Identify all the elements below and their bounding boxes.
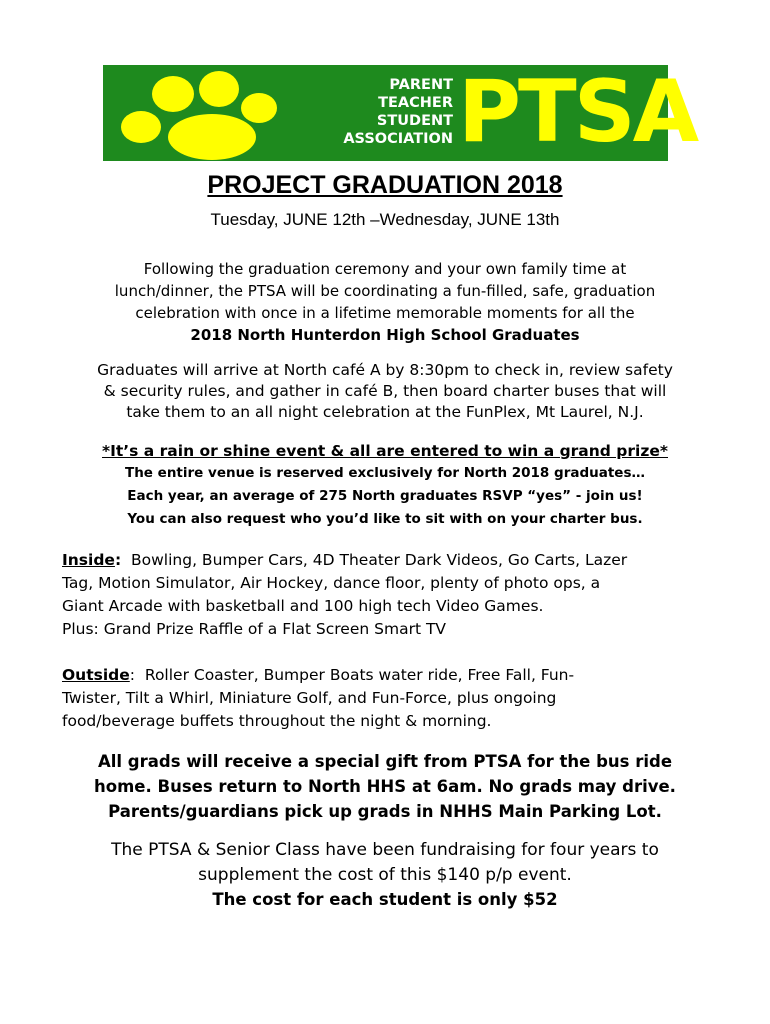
text-line: Following the graduation ceremony and your own family time at [143, 260, 627, 278]
student-cost: The cost for each student is only $52 [212, 890, 558, 909]
text-line: supplement the cost of this $140 p/p event. [198, 865, 572, 885]
page-title: PROJECT GRADUATION 2018 [207, 171, 563, 199]
text-line: You can also request who you’d like to sit with on your charter bus. [127, 511, 643, 527]
text-line: lunch/dinner, the PTSA will be coordinating a fun-filled, safe, graduation [114, 282, 656, 300]
text-line: Parents/guardians pick up grads in NHHS Main Parking Lot. [108, 802, 662, 821]
fundraising-paragraph [50, 838, 720, 888]
arrival-paragraph [50, 360, 720, 423]
highlights-paragraph [60, 462, 710, 531]
text-line: take them to an all night celebration at the FunPlex, Mt Laurel, N.J. [126, 403, 644, 421]
text-line: The PTSA & Senior Class have been fundraising for four years to [111, 840, 659, 860]
text-line: celebration with once in a lifetime memorable moments for all the [135, 304, 635, 322]
ptsa-logo [103, 62, 697, 162]
text-line: Giant Arcade with basketball and 100 high tech Video Games. [62, 597, 544, 615]
text-line: home. Buses return to North HHS at 6am. No grads may drive. [94, 777, 676, 796]
label-separator: : [129, 666, 136, 684]
activity-text: Bowling, Bumper Cars, 4D Theater Dark Videos, Go Carts, Lazer [121, 551, 628, 569]
ptsa-wordmark: PTSA [458, 62, 697, 162]
text-line: Graduates will arrive at North café A by 8:30pm to check in, review safety [97, 361, 673, 379]
text-line [62, 664, 722, 687]
rain-notice: *It’s a rain or shine event & all are entered to win a grand prize* [102, 442, 668, 460]
association-line: STUDENT [376, 113, 453, 129]
text-line: Each year, an average of 275 North graduates RSVP “yes” - join us! [127, 488, 643, 504]
paw-print-icon [107, 65, 287, 161]
graduates-emphasis: 2018 North Hunterdon High School Graduates [190, 326, 580, 344]
text-line [62, 549, 722, 572]
event-dates: Tuesday, JUNE 12th –Wednesday, JUNE 13th [210, 210, 560, 229]
text-line: Twister, Tilt a Whirl, Miniature Golf, and Fun-Force, plus ongoing [62, 689, 557, 707]
outside-label: Outside [62, 666, 130, 684]
text-line: & security rules, and gather in café B, then board charter buses that will [103, 382, 667, 400]
text-line: All grads will receive a special gift from PTSA for the bus ride [97, 752, 673, 771]
outside-activities [62, 664, 722, 733]
association-line: PARENT [389, 77, 453, 93]
association-name [313, 76, 453, 148]
activity-text: Roller Coaster, Bumper Boats water ride, Free Fall, Fun- [135, 666, 575, 684]
text-line: food/beverage buffets throughout the night & morning. [62, 712, 492, 730]
association-line: TEACHER [378, 95, 453, 111]
intro-paragraph [60, 258, 710, 346]
inside-label: Inside [62, 551, 115, 569]
association-line: ASSOCIATION [343, 131, 453, 147]
text-line: Plus: Grand Prize Raffle of a Flat Screen Smart TV [62, 620, 447, 638]
inside-activities [62, 549, 722, 641]
text-line: The entire venue is reserved exclusively for North 2018 graduates… [124, 465, 645, 481]
gift-paragraph [50, 749, 720, 824]
label-separator: : [114, 551, 122, 569]
text-line: Tag, Motion Simulator, Air Hockey, dance floor, plenty of photo ops, a [62, 574, 601, 592]
